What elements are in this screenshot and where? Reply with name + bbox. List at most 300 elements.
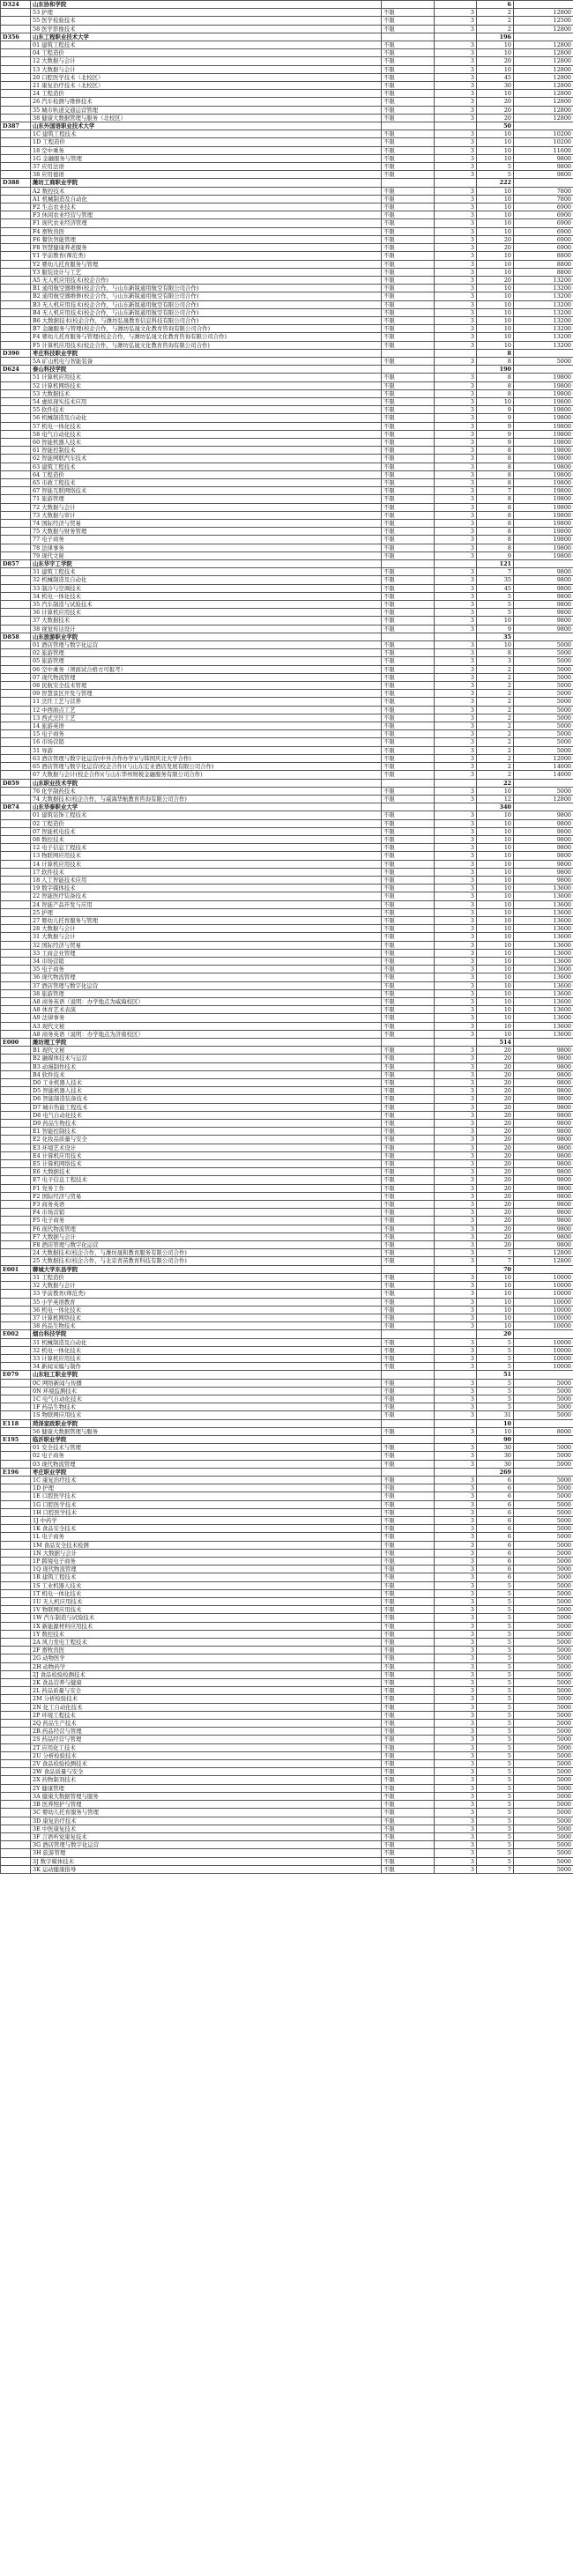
major-years: 3 bbox=[435, 503, 477, 511]
major-years: 3 bbox=[435, 1670, 477, 1678]
major-fee: 12800 bbox=[514, 1249, 573, 1257]
major-row bbox=[1, 989, 573, 997]
major-plan: 10 bbox=[477, 154, 514, 162]
major-plan: 10 bbox=[477, 204, 514, 211]
major-years: 3 bbox=[435, 1809, 477, 1817]
major-fee: 9800 bbox=[514, 1201, 573, 1209]
major-years: 3 bbox=[435, 252, 477, 260]
major-row bbox=[1, 852, 573, 860]
major-row bbox=[1, 90, 573, 98]
major-category: 不限 bbox=[382, 1062, 435, 1070]
major-plan: 5 bbox=[477, 1825, 514, 1832]
major-plan: 10 bbox=[477, 268, 514, 276]
major-years: 3 bbox=[435, 617, 477, 625]
major-name: 12 大数据与会计 bbox=[31, 57, 382, 65]
major-name: A8 体育艺术表演 bbox=[31, 1006, 382, 1014]
major-plan: 10 bbox=[477, 1022, 514, 1030]
major-name: 2Y 健康管理 bbox=[31, 1784, 382, 1792]
school-years bbox=[435, 179, 477, 187]
school-category bbox=[382, 560, 435, 568]
major-fee: 5000 bbox=[514, 682, 573, 690]
major-years: 3 bbox=[435, 949, 477, 957]
major-row bbox=[1, 1387, 573, 1395]
major-category: 不限 bbox=[382, 852, 435, 860]
major-category: 不限 bbox=[382, 1444, 435, 1452]
major-code-cell bbox=[1, 1558, 31, 1566]
major-name: 01 建筑工程技术 bbox=[31, 41, 382, 49]
major-years: 3 bbox=[435, 933, 477, 941]
major-fee: 5000 bbox=[514, 1573, 573, 1581]
major-category: 不限 bbox=[382, 495, 435, 503]
major-fee: 9800 bbox=[514, 592, 573, 600]
major-code-cell bbox=[1, 1217, 31, 1225]
major-fee: 10000 bbox=[514, 1290, 573, 1298]
major-name: 02 旅游管理 bbox=[31, 649, 382, 657]
major-plan: 5 bbox=[477, 1614, 514, 1622]
major-row bbox=[1, 478, 573, 486]
major-fee: 12800 bbox=[514, 98, 573, 106]
major-code-cell bbox=[1, 1151, 31, 1159]
major-code-cell bbox=[1, 138, 31, 146]
major-fee: 12800 bbox=[514, 73, 573, 81]
major-years: 3 bbox=[435, 1792, 477, 1800]
major-row bbox=[1, 625, 573, 633]
major-years: 3 bbox=[435, 1768, 477, 1776]
major-row bbox=[1, 1670, 573, 1678]
major-fee: 5000 bbox=[514, 1768, 573, 1776]
major-fee: 13600 bbox=[514, 916, 573, 924]
major-name: 08 民航安全技术管理 bbox=[31, 682, 382, 690]
major-years: 3 bbox=[435, 1363, 477, 1371]
major-category: 不限 bbox=[382, 520, 435, 528]
major-fee: 6900 bbox=[514, 244, 573, 252]
major-code-cell bbox=[1, 1403, 31, 1411]
school-category bbox=[382, 1039, 435, 1047]
major-plan: 10 bbox=[477, 941, 514, 949]
major-name: 35 城市轨道交通运营管理 bbox=[31, 106, 382, 114]
major-category: 不限 bbox=[382, 244, 435, 252]
major-category: 不限 bbox=[382, 316, 435, 324]
major-fee: 5000 bbox=[514, 1809, 573, 1817]
major-row bbox=[1, 187, 573, 195]
major-years: 3 bbox=[435, 325, 477, 333]
major-category: 不限 bbox=[382, 1120, 435, 1128]
major-plan: 2 bbox=[477, 714, 514, 722]
major-row bbox=[1, 138, 573, 146]
major-fee: 19800 bbox=[514, 447, 573, 455]
school-code: D624 bbox=[1, 366, 31, 374]
major-years: 3 bbox=[435, 1492, 477, 1500]
major-fee: 19800 bbox=[514, 470, 573, 478]
major-row bbox=[1, 868, 573, 876]
major-category: 不限 bbox=[382, 1630, 435, 1638]
major-plan: 6 bbox=[477, 1476, 514, 1484]
major-row bbox=[1, 641, 573, 649]
major-category: 不限 bbox=[382, 325, 435, 333]
major-name: F3 休闲农业经营与管理 bbox=[31, 211, 382, 219]
major-fee: 9800 bbox=[514, 1225, 573, 1232]
major-plan: 2 bbox=[477, 771, 514, 779]
major-row bbox=[1, 1760, 573, 1768]
major-category: 不限 bbox=[382, 544, 435, 551]
major-category: 不限 bbox=[382, 1079, 435, 1087]
major-plan: 5 bbox=[477, 1857, 514, 1865]
major-fee: 9800 bbox=[514, 601, 573, 609]
major-row bbox=[1, 835, 573, 843]
school-plan-total: 10 bbox=[477, 1419, 514, 1427]
major-name: 2Q 药品生产技术 bbox=[31, 1720, 382, 1728]
major-plan: 5 bbox=[477, 1695, 514, 1703]
major-years: 3 bbox=[435, 1508, 477, 1516]
major-row bbox=[1, 1801, 573, 1809]
major-row bbox=[1, 657, 573, 665]
major-code-cell bbox=[1, 763, 31, 771]
major-row bbox=[1, 1144, 573, 1151]
major-row bbox=[1, 1525, 573, 1533]
school-row bbox=[1, 33, 573, 41]
major-row bbox=[1, 1817, 573, 1825]
major-name: 2X 药物制剂技术 bbox=[31, 1776, 382, 1784]
school-name: 枣庄科技职业学院 bbox=[31, 349, 382, 357]
major-row bbox=[1, 1711, 573, 1719]
major-row bbox=[1, 25, 573, 33]
major-name: 1T 机电一体化技术 bbox=[31, 1589, 382, 1597]
major-plan: 5 bbox=[477, 1589, 514, 1597]
major-plan: 10 bbox=[477, 90, 514, 98]
major-row bbox=[1, 154, 573, 162]
major-code-cell bbox=[1, 204, 31, 211]
major-code-cell bbox=[1, 933, 31, 941]
major-name: 2W 食品质量与安全 bbox=[31, 1768, 382, 1776]
major-plan: 10 bbox=[477, 868, 514, 876]
major-years: 3 bbox=[435, 852, 477, 860]
school-category bbox=[382, 1419, 435, 1427]
school-category bbox=[382, 803, 435, 811]
major-code-cell bbox=[1, 1387, 31, 1395]
major-fee: 9800 bbox=[514, 1184, 573, 1192]
major-code-cell bbox=[1, 1492, 31, 1500]
major-row bbox=[1, 949, 573, 957]
major-category: 不限 bbox=[382, 154, 435, 162]
major-code-cell bbox=[1, 989, 31, 997]
school-code: E196 bbox=[1, 1468, 31, 1476]
major-plan: 10 bbox=[477, 957, 514, 965]
major-name: 0C 网络新闻与传播 bbox=[31, 1379, 382, 1387]
major-category: 不限 bbox=[382, 1379, 435, 1387]
major-row bbox=[1, 544, 573, 551]
major-plan: 20 bbox=[477, 1079, 514, 1087]
major-fee: 13200 bbox=[514, 285, 573, 292]
major-category: 不限 bbox=[382, 9, 435, 17]
major-years: 3 bbox=[435, 1695, 477, 1703]
major-code-cell bbox=[1, 98, 31, 106]
major-name: 32 大数据与会计 bbox=[31, 1282, 382, 1290]
major-code-cell bbox=[1, 1136, 31, 1144]
major-row bbox=[1, 163, 573, 171]
major-name: 3F 言语听觉康复技术 bbox=[31, 1832, 382, 1840]
major-fee: 19800 bbox=[514, 536, 573, 544]
major-category: 不限 bbox=[382, 1452, 435, 1460]
major-plan: 8 bbox=[477, 381, 514, 389]
major-name: 65 酒店管理与数字化运营(校企合作)(与山东宏业酒店发展有限公司合作) bbox=[31, 763, 382, 771]
major-code-cell bbox=[1, 568, 31, 576]
major-category: 不限 bbox=[382, 90, 435, 98]
major-name: 38 视觉传达设计 bbox=[31, 625, 382, 633]
major-years: 3 bbox=[435, 1387, 477, 1395]
major-code-cell bbox=[1, 1070, 31, 1078]
major-plan: 6 bbox=[477, 1516, 514, 1524]
major-code-cell bbox=[1, 609, 31, 617]
major-fee: 14000 bbox=[514, 771, 573, 779]
school-name: 潍坊工商职业学院 bbox=[31, 179, 382, 187]
major-fee: 7800 bbox=[514, 187, 573, 195]
major-fee: 5000 bbox=[514, 641, 573, 649]
major-code-cell bbox=[1, 682, 31, 690]
major-fee: 5000 bbox=[514, 1614, 573, 1622]
school-plan-total: 340 bbox=[477, 803, 514, 811]
major-fee: 5000 bbox=[514, 746, 573, 754]
major-years: 3 bbox=[435, 860, 477, 868]
major-plan: 5 bbox=[477, 1639, 514, 1647]
major-name: 55 医学检验技术 bbox=[31, 17, 382, 25]
major-category: 不限 bbox=[382, 900, 435, 908]
major-code-cell bbox=[1, 1516, 31, 1524]
major-row bbox=[1, 1825, 573, 1832]
major-plan: 10 bbox=[477, 641, 514, 649]
major-code-cell bbox=[1, 916, 31, 924]
major-fee: 13200 bbox=[514, 341, 573, 349]
major-fee: 5000 bbox=[514, 1703, 573, 1711]
major-category: 不限 bbox=[382, 1168, 435, 1176]
major-row bbox=[1, 981, 573, 989]
major-category: 不限 bbox=[382, 1484, 435, 1492]
major-fee: 5000 bbox=[514, 1525, 573, 1533]
major-years: 3 bbox=[435, 65, 477, 73]
major-row bbox=[1, 470, 573, 478]
major-category: 不限 bbox=[382, 1354, 435, 1362]
major-plan: 2 bbox=[477, 722, 514, 730]
major-category: 不限 bbox=[382, 463, 435, 470]
major-row bbox=[1, 1541, 573, 1549]
major-plan: 2 bbox=[477, 754, 514, 762]
major-years: 3 bbox=[435, 714, 477, 722]
major-name: 04 工程造价 bbox=[31, 49, 382, 57]
major-row bbox=[1, 771, 573, 779]
major-row bbox=[1, 1622, 573, 1630]
school-fee bbox=[514, 633, 573, 640]
major-plan: 10 bbox=[477, 130, 514, 138]
major-plan: 10 bbox=[477, 925, 514, 933]
major-row bbox=[1, 876, 573, 884]
major-category: 不限 bbox=[382, 714, 435, 722]
major-row bbox=[1, 268, 573, 276]
major-row bbox=[1, 219, 573, 227]
major-row bbox=[1, 438, 573, 446]
major-years: 3 bbox=[435, 1322, 477, 1330]
major-plan: 10 bbox=[477, 325, 514, 333]
major-row bbox=[1, 1865, 573, 1873]
major-name: 32 机械制造及自动化 bbox=[31, 576, 382, 584]
major-fee: 5000 bbox=[514, 1832, 573, 1840]
major-name: A1 机械制造及自动化 bbox=[31, 195, 382, 203]
major-plan: 2 bbox=[477, 9, 514, 17]
major-category: 不限 bbox=[382, 73, 435, 81]
major-category: 不限 bbox=[382, 1136, 435, 1144]
major-fee: 5000 bbox=[514, 1379, 573, 1387]
major-plan: 5 bbox=[477, 592, 514, 600]
major-plan: 20 bbox=[477, 1184, 514, 1192]
major-plan: 5 bbox=[477, 1792, 514, 1800]
major-years: 3 bbox=[435, 1306, 477, 1314]
major-plan: 5 bbox=[477, 1379, 514, 1387]
major-category: 不限 bbox=[382, 1558, 435, 1566]
major-category: 不限 bbox=[382, 1533, 435, 1541]
major-name: F6 餐饮智能管理 bbox=[31, 235, 382, 243]
major-plan: 10 bbox=[477, 860, 514, 868]
major-name: 1D 工程造价 bbox=[31, 138, 382, 146]
major-plan: 12 bbox=[477, 795, 514, 803]
major-fee: 6900 bbox=[514, 204, 573, 211]
major-row bbox=[1, 1338, 573, 1346]
major-category: 不限 bbox=[382, 1030, 435, 1038]
major-plan: 10 bbox=[477, 219, 514, 227]
major-code-cell bbox=[1, 1290, 31, 1298]
major-code-cell bbox=[1, 1598, 31, 1606]
major-fee: 19800 bbox=[514, 520, 573, 528]
major-category: 不限 bbox=[382, 617, 435, 625]
major-name: 1E 口腔医学技术 bbox=[31, 1492, 382, 1500]
major-plan: 10 bbox=[477, 933, 514, 941]
major-row bbox=[1, 1192, 573, 1200]
major-category: 不限 bbox=[382, 738, 435, 746]
major-plan: 5 bbox=[477, 1776, 514, 1784]
school-code: D387 bbox=[1, 122, 31, 130]
major-years: 3 bbox=[435, 1549, 477, 1557]
major-plan: 10 bbox=[477, 1006, 514, 1014]
major-plan: 5 bbox=[477, 1346, 514, 1354]
major-plan: 20 bbox=[477, 1070, 514, 1078]
major-plan: 10 bbox=[477, 811, 514, 819]
major-name: 2F 畜牧兽医 bbox=[31, 1647, 382, 1654]
major-fee: 6900 bbox=[514, 227, 573, 235]
major-code-cell bbox=[1, 1566, 31, 1573]
major-name: 3B 医养照护与管理 bbox=[31, 1801, 382, 1809]
major-plan: 5 bbox=[477, 1354, 514, 1362]
major-row bbox=[1, 227, 573, 235]
major-years: 3 bbox=[435, 1581, 477, 1589]
major-years: 3 bbox=[435, 1403, 477, 1411]
major-category: 不限 bbox=[382, 609, 435, 617]
major-row bbox=[1, 673, 573, 681]
major-fee: 5000 bbox=[514, 1460, 573, 1468]
major-fee: 7800 bbox=[514, 195, 573, 203]
major-row bbox=[1, 300, 573, 308]
major-row bbox=[1, 1111, 573, 1119]
major-code-cell bbox=[1, 690, 31, 698]
major-code-cell bbox=[1, 422, 31, 430]
major-plan: 5 bbox=[477, 1363, 514, 1371]
school-years bbox=[435, 1265, 477, 1273]
major-plan: 5 bbox=[477, 1654, 514, 1662]
major-plan: 10 bbox=[477, 1298, 514, 1306]
major-name: 33 计算机应用技术 bbox=[31, 1354, 382, 1362]
major-row bbox=[1, 1500, 573, 1508]
major-plan: 7 bbox=[477, 1865, 514, 1873]
major-name: 2M 分析检验技术 bbox=[31, 1695, 382, 1703]
major-code-cell bbox=[1, 625, 31, 633]
major-name: F8 酒店管理与数字化运营 bbox=[31, 1241, 382, 1249]
major-category: 不限 bbox=[382, 868, 435, 876]
school-row bbox=[1, 779, 573, 787]
school-code: E002 bbox=[1, 1330, 31, 1338]
major-plan: 2 bbox=[477, 698, 514, 706]
major-category: 不限 bbox=[382, 925, 435, 933]
major-years: 3 bbox=[435, 584, 477, 592]
major-years: 3 bbox=[435, 1232, 477, 1240]
major-row bbox=[1, 211, 573, 219]
major-code-cell bbox=[1, 470, 31, 478]
major-code-cell bbox=[1, 1354, 31, 1362]
major-name: 2V 食品检验检测技术 bbox=[31, 1760, 382, 1768]
major-fee: 9800 bbox=[514, 819, 573, 827]
school-name: 枣庄职业学院 bbox=[31, 1468, 382, 1476]
major-fee: 5000 bbox=[514, 1589, 573, 1597]
major-plan: 10 bbox=[477, 916, 514, 924]
major-category: 不限 bbox=[382, 41, 435, 49]
major-row bbox=[1, 1151, 573, 1159]
major-row bbox=[1, 601, 573, 609]
major-row bbox=[1, 609, 573, 617]
major-fee: 9800 bbox=[514, 1111, 573, 1119]
major-plan: 8 bbox=[477, 357, 514, 365]
major-code-cell bbox=[1, 503, 31, 511]
major-row bbox=[1, 536, 573, 544]
major-years: 3 bbox=[435, 1160, 477, 1168]
major-plan: 20 bbox=[477, 1192, 514, 1200]
major-category: 不限 bbox=[382, 1338, 435, 1346]
major-code-cell bbox=[1, 657, 31, 665]
major-years: 3 bbox=[435, 9, 477, 17]
major-code-cell bbox=[1, 730, 31, 738]
major-row bbox=[1, 1606, 573, 1614]
major-row bbox=[1, 397, 573, 405]
major-name: E5 计算机网络技术 bbox=[31, 1160, 382, 1168]
major-row bbox=[1, 204, 573, 211]
major-category: 不限 bbox=[382, 1087, 435, 1095]
major-fee: 6900 bbox=[514, 211, 573, 219]
school-name: 菏泽家政职业学院 bbox=[31, 1419, 382, 1427]
major-name: 58 医学影像技术 bbox=[31, 25, 382, 33]
major-years: 3 bbox=[435, 771, 477, 779]
major-category: 不限 bbox=[382, 763, 435, 771]
major-code-cell bbox=[1, 1662, 31, 1670]
major-row bbox=[1, 1201, 573, 1209]
major-name: E1 智能控制技术 bbox=[31, 1128, 382, 1136]
major-category: 不限 bbox=[382, 1346, 435, 1354]
major-code-cell bbox=[1, 1865, 31, 1873]
major-years: 3 bbox=[435, 1606, 477, 1614]
major-fee: 9800 bbox=[514, 617, 573, 625]
major-row bbox=[1, 430, 573, 438]
major-code-cell bbox=[1, 1363, 31, 1371]
major-years: 3 bbox=[435, 576, 477, 584]
major-name: 24 大数据技术(校企合作，与潍坊晟和教育服务有限公司合作) bbox=[31, 1249, 382, 1257]
major-years: 3 bbox=[435, 1411, 477, 1419]
major-plan: 8 bbox=[477, 463, 514, 470]
major-fee: 5000 bbox=[514, 1541, 573, 1549]
major-row bbox=[1, 1079, 573, 1087]
major-row bbox=[1, 292, 573, 300]
